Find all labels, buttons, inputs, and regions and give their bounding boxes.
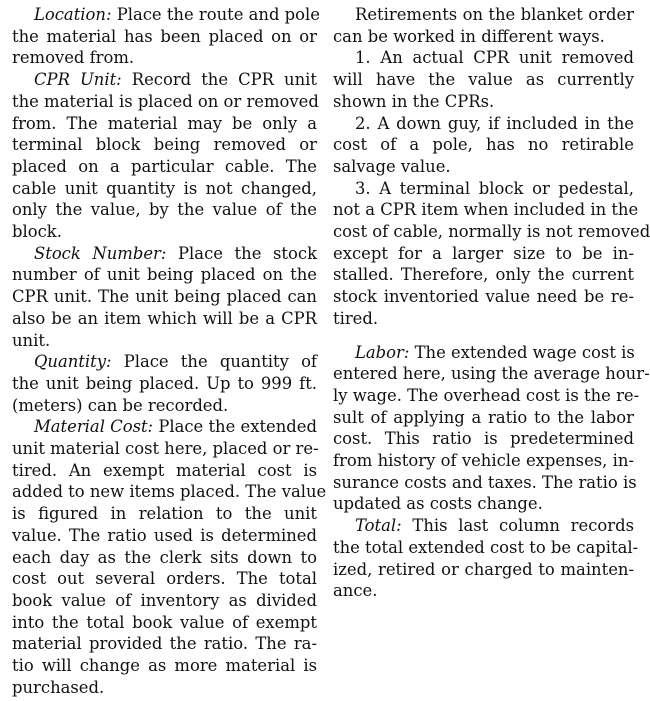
text-line: unit. [12, 330, 51, 350]
text-line: 2. A down guy, if included in the [355, 113, 634, 133]
paragraph-quantity [12, 351, 317, 416]
term-labor: Labor: [355, 342, 410, 362]
text-line: CPR unit. The unit being placed can [12, 287, 317, 307]
left-column [12, 4, 327, 699]
text-line: unit material cost here, placed or re- [12, 439, 319, 459]
term-material-cost: Material Cost: [34, 417, 154, 437]
paragraph-stock-number [12, 243, 317, 352]
text-line: Quantity: Place the quantity of [34, 352, 317, 372]
text-line: the material has been placed on or [12, 26, 317, 46]
text-line: each day as the clerk sits down to [12, 547, 317, 567]
text-line: cost of cable, normally is not removed [333, 222, 650, 242]
text-line: into the total book value of exempt [12, 612, 317, 632]
text-line: will have the value as currently [333, 70, 634, 90]
text-line: Location: Place the route and pole [34, 5, 320, 24]
text-line: only the value, by the value of the [12, 200, 317, 220]
term-cpr-unit: CPR Unit: [34, 70, 122, 90]
text-line: not a CPR item when included in the [333, 200, 639, 220]
text-line: Total: This last column records [355, 516, 634, 536]
text-line: value. The ratio used is determined [12, 525, 317, 545]
text-line: tired. [333, 308, 379, 328]
text-line: the material is placed on or removed [12, 91, 319, 111]
term-location: Location: [34, 5, 112, 24]
text-line: cable unit quantity is not changed, [12, 178, 317, 198]
text-line: number of unit being placed on the [12, 265, 317, 285]
text-line: sult of applying a ratio to the labor [333, 407, 634, 427]
paragraph-cpr-unit [12, 69, 317, 243]
text-line: Retirements on the blanket order [355, 5, 634, 24]
text-line: from. The material may be only a [12, 113, 317, 133]
text-line: (meters) can be recorded. [12, 395, 229, 415]
text-line: ly wage. The overhead cost is the re- [333, 385, 640, 405]
term-total: Total: [355, 516, 402, 536]
paragraph-gap [333, 330, 634, 342]
text-line: ance. [333, 581, 378, 601]
text-line: can be worked in different ways. [333, 26, 605, 46]
text-line: shown in the CPRs. [333, 91, 495, 111]
list-item-1 [333, 47, 634, 112]
text-line: the unit being placed. Up to 999 ft. [12, 373, 317, 393]
text-line: Material Cost: Place the extended [34, 417, 317, 437]
text-line: tired. An exempt material cost is [12, 460, 317, 480]
text-line: salvage value. [333, 156, 451, 176]
term-quantity: Quantity: [34, 352, 112, 372]
text-line: the total extended cost to be capital- [333, 537, 639, 557]
text-line: cost. This ratio is predetermined [333, 429, 634, 449]
text-line: 1. An actual CPR unit removed [355, 48, 634, 68]
text-line: removed from. [12, 48, 135, 68]
text-line: block. [12, 222, 62, 242]
text-line: surance costs and taxes. The ratio is [333, 472, 637, 492]
list-item-2 [333, 113, 634, 178]
text-line: also be an item which will be a CPR [12, 308, 317, 328]
text-line: except for a larger size to be in- [333, 243, 634, 263]
text-line: CPR Unit: Record the CPR unit [34, 70, 318, 90]
text-line: 3. A terminal block or pedestal, [355, 178, 634, 198]
text-line: placed on a particular cable. The [12, 156, 317, 176]
text-line: from history of vehicle expenses, in- [333, 451, 634, 471]
text-line: material provided the ratio. The ra- [12, 634, 317, 654]
paragraph-labor [333, 342, 650, 516]
paragraph-location [12, 4, 320, 69]
paragraph-retirements [333, 4, 634, 47]
text-line: updated as costs change. [333, 494, 543, 514]
list-item-3 [333, 178, 650, 330]
text-line: cost of a pole, has no retirable [333, 135, 634, 155]
text-line: purchased. [12, 677, 105, 697]
text-line: tio will change as more material is [12, 656, 317, 676]
text-line: is figured in relation to the unit [12, 504, 317, 524]
text-line: stalled. Therefore, only the current [333, 265, 634, 285]
text-line: terminal block being removed or [12, 135, 317, 155]
text-line: Stock Number: Place the stock [34, 243, 317, 263]
text-line: ized, retired or charged to mainten- [333, 559, 634, 579]
text-line: Labor: The extended wage cost is [355, 342, 635, 362]
term-stock-number: Stock Number: [34, 243, 167, 263]
text-line: cost out several orders. The total [12, 569, 317, 589]
paragraph-material-cost [12, 416, 327, 698]
right-column [333, 4, 650, 602]
paragraph-total [333, 515, 639, 602]
text-line: added to new items placed. The value [12, 482, 327, 502]
text-line: book value of inventory as divided [12, 590, 317, 610]
text-line: entered here, using the average hour- [333, 364, 650, 384]
text-line: stock inventoried value need be re- [333, 287, 634, 307]
